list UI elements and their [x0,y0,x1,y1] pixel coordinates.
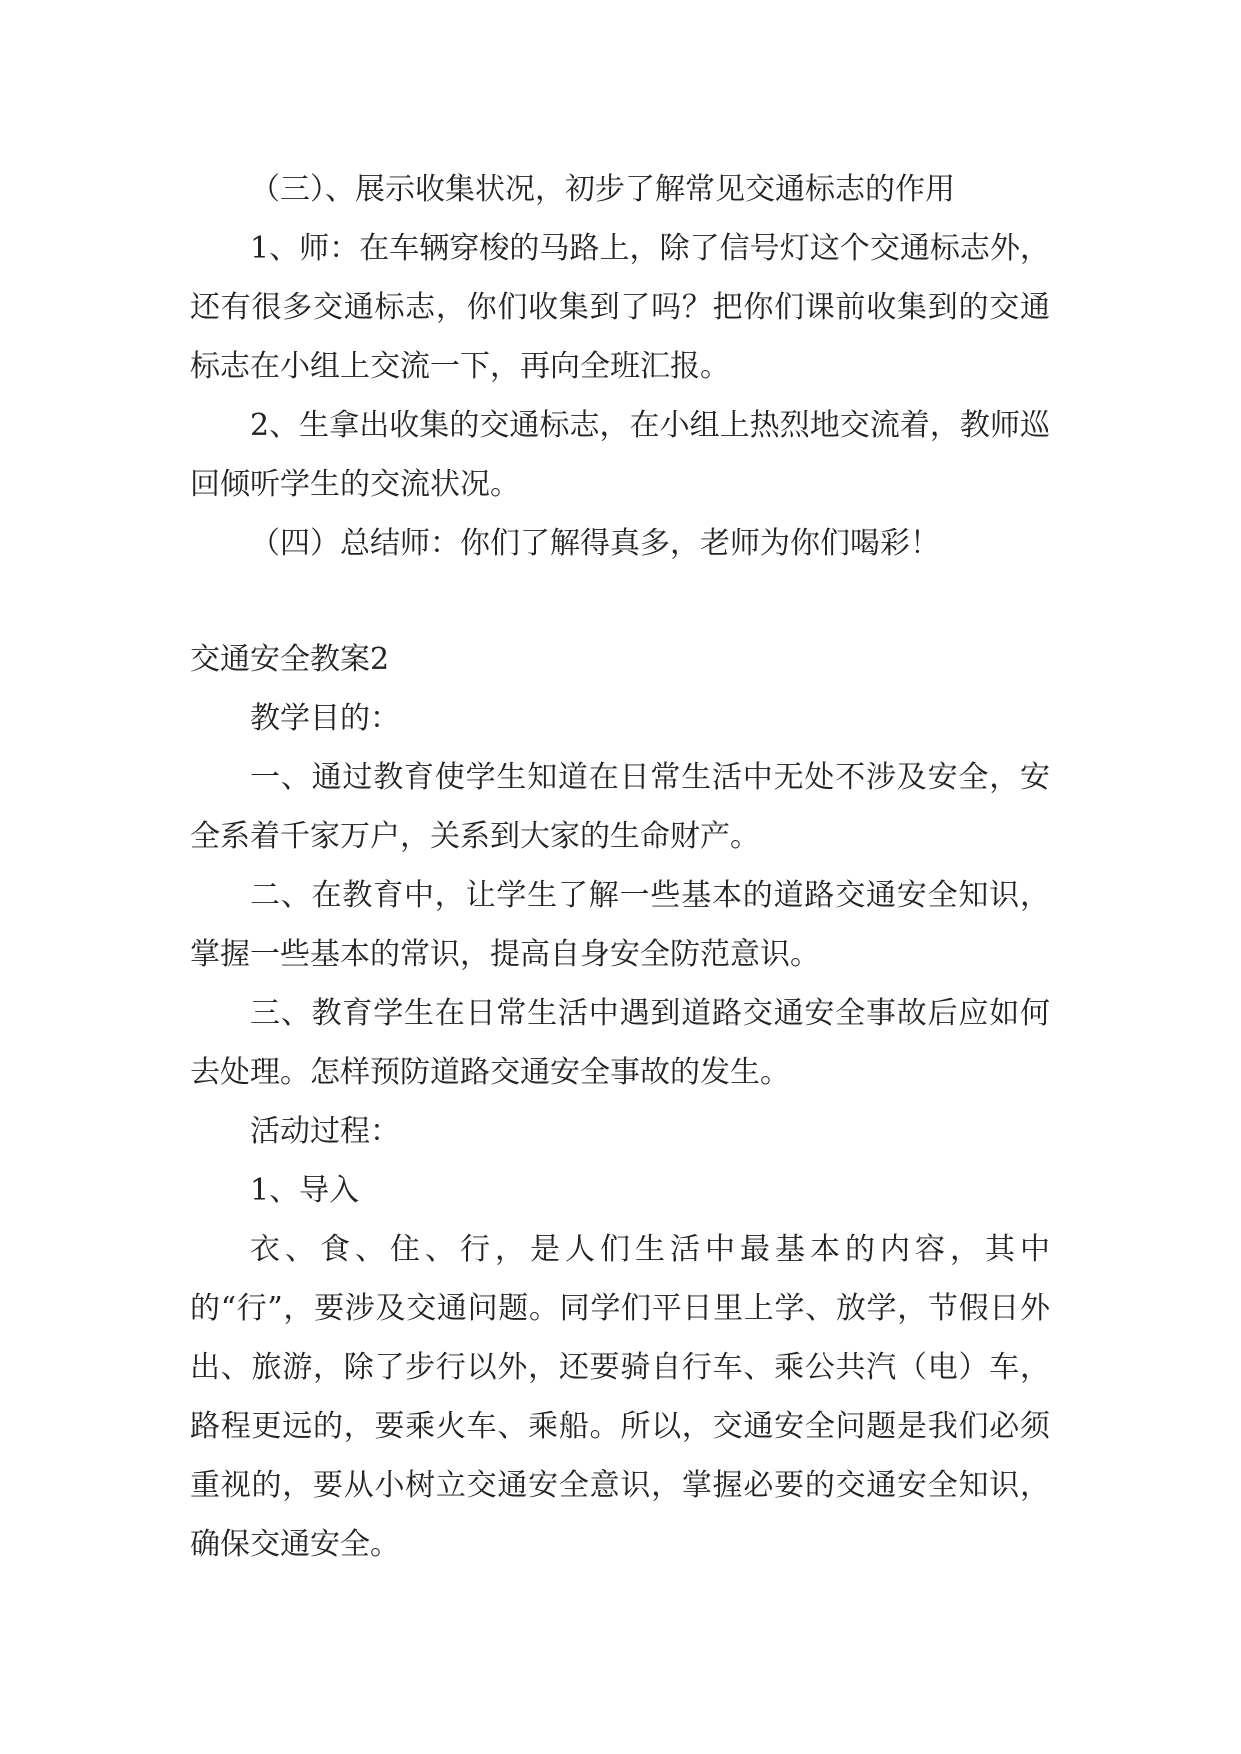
section-gap [190,573,1050,630]
paragraph-goal-one: 一、通过教育使学生知道在日常生活中无处不涉及安全，安全系着千家万户，关系到大家的生命财产。 [190,760,1050,854]
paragraph-intro-label: 1、导入 [250,1173,360,1208]
paragraph-goal-two: 二、在教育中，让学生了解一些基本的道路交通安全知识，掌握一些基本的常识，提高自身安全防范意识。 [190,878,1050,972]
document-page [190,160,1050,1574]
paragraph-student-exchange: 2、生拿出收集的交通标志，在小组上热烈地交流着，教师巡回倾听学生的交流状况。 [190,408,1050,502]
paragraph-section-three: （三）、展示收集状况，初步了解常见交通标志的作用 [250,172,955,207]
paragraph-activity-label: 活动过程： [250,1114,400,1149]
paragraph-teacher-question: 1、师：在车辆穿梭的马路上，除了信号灯这个交通标志外，还有很多交通标志，你们收集到了吗？把你们课前收集到的交通标志在小组上交流一下，再向全班汇报。 [190,231,1050,384]
paragraph-summary: （四）总结师：你们了解得真多，老师为你们喝彩！ [250,526,940,561]
section-title: 交通安全教案2 [190,642,390,677]
paragraph-teaching-goal-label: 教学目的： [250,701,400,736]
paragraph-goal-three: 三、教育学生在日常生活中遇到道路交通安全事故后应如何去处理。怎样预防道路交通安全事故的发生。 [190,996,1050,1090]
paragraph-intro-body: 衣、食、住、行，是人们生活中最基本的内容，其中的“行”，要涉及交通问题。同学们平日里上学、放学，节假日外出、旅游，除了步行以外，还要骑自行车、乘公共汽（电）车，路程更远的，要乘火车、乘船。所以，交通安全问题是我们必须重视的，要从小树立交通安全意识，掌握必要的交通安全知识，确保交通安全。 [190,1232,1050,1562]
